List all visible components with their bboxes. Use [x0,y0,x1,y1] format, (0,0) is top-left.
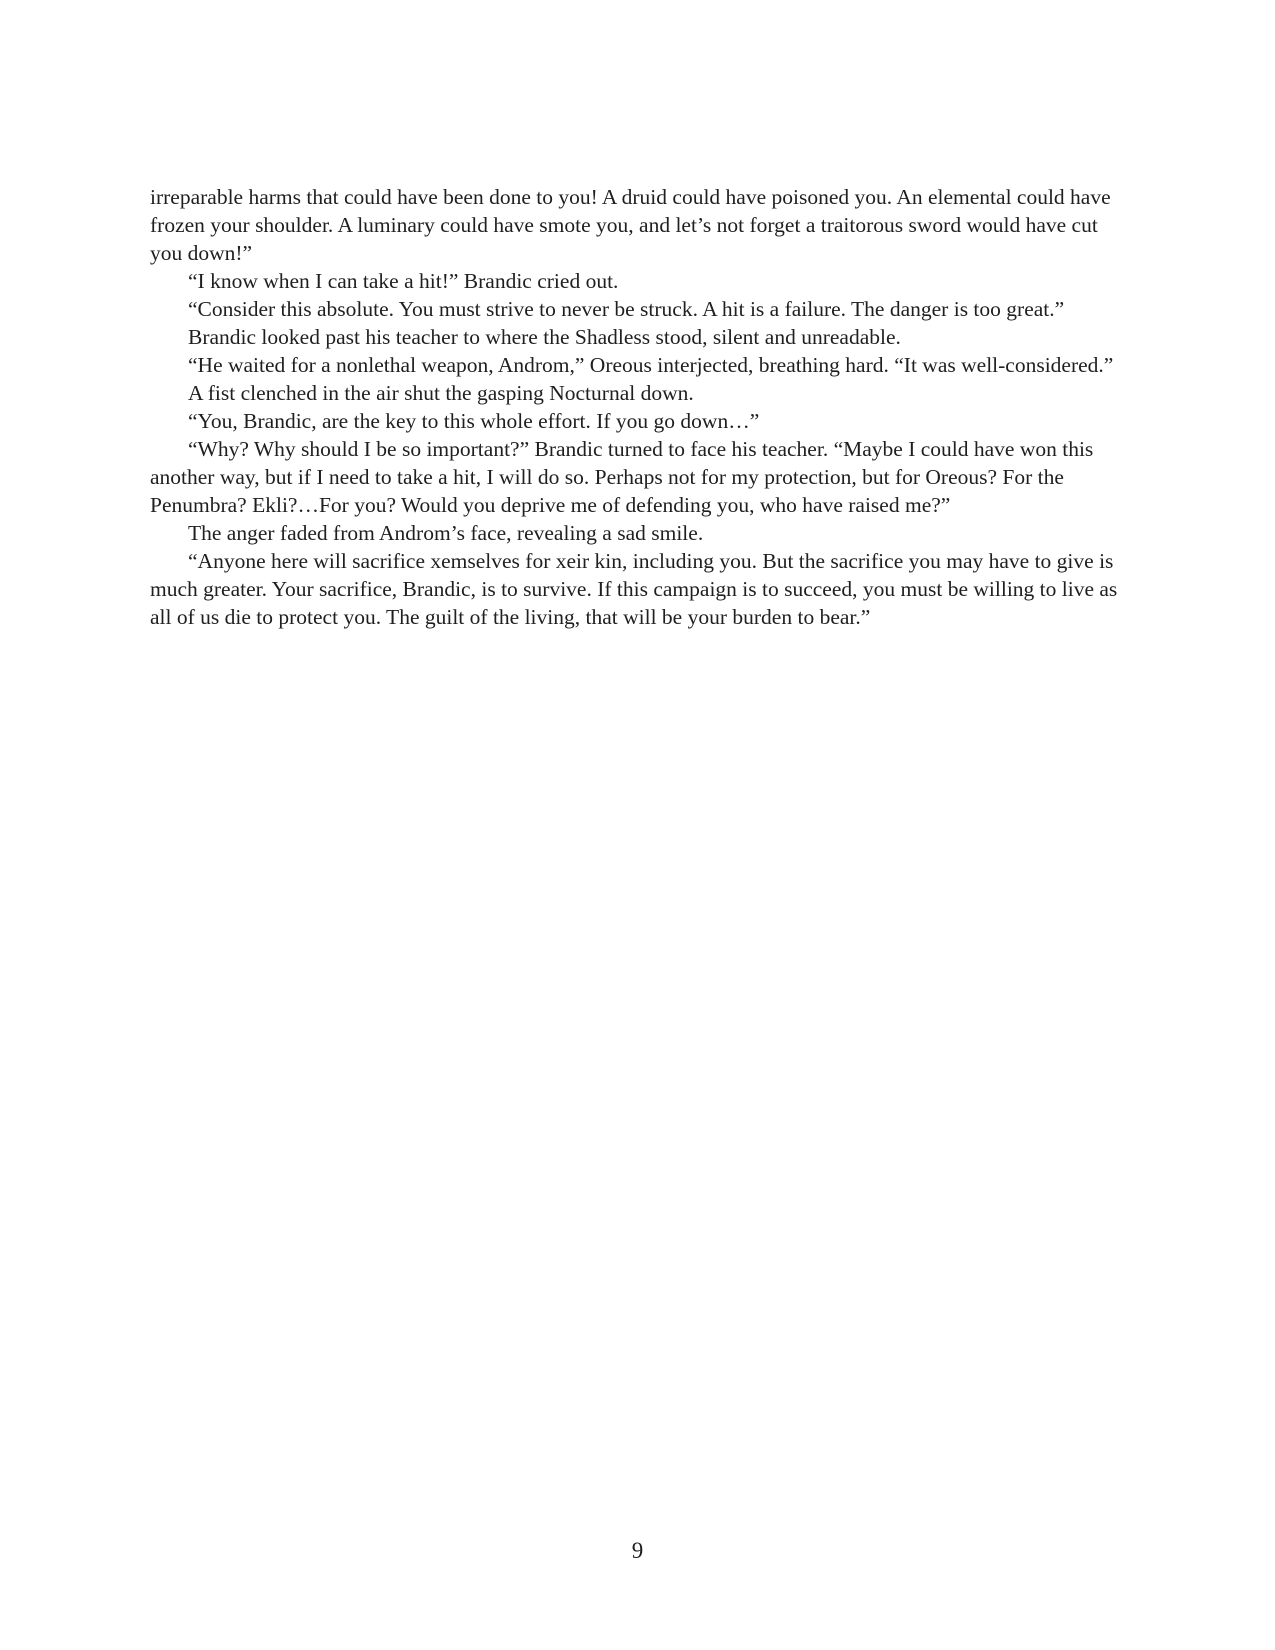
paragraph: “He waited for a nonlethal weapon, Androm,” Oreous interjected, breathing hard. “It was well-considered.” [188,353,1114,377]
paragraph: “Why? Why should I be so important?” Brandic turned to face his teacher. “Maybe I could have won this another way, but if I need to take a hit, I will do so. Perhaps not for my protection, but for Oreous? For the Penumbra? Ekli?…For you? Would you deprive me of defending you, who have raised me?” [150,437,1094,517]
body-text [150,183,1125,631]
paragraph: “I know when I can take a hit!” Brandic cried out. [188,269,619,293]
paragraph: Brandic looked past his teacher to where the Shadless stood, silent and unreadable. [188,325,901,349]
paragraph: “You, Brandic, are the key to this whole effort. If you go down…” [188,409,760,433]
paragraph: The anger faded from Androm’s face, revealing a sad smile. [188,521,704,545]
paragraph: irreparable harms that could have been done to you! A druid could have poisoned you. An elemental could have frozen your shoulder. A luminary could have smote you, and let’s not forget a traitorous sword would have cut you down!” [150,185,1111,265]
page-number: 9 [631,1538,644,1563]
paragraph: “Consider this absolute. You must strive to never be struck. A hit is a failure. The danger is too great.” [188,297,1065,321]
paragraph: “Anyone here will sacrifice xemselves for xeir kin, including you. But the sacrifice you may have to give is much greater. Your sacrifice, Brandic, is to survive. If this campaign is to succeed, you must be willing to live as all of us die to protect you. The guilt of the living, that will be your burden to bear.” [150,549,1118,629]
paragraph: A fist clenched in the air shut the gasping Nocturnal down. [188,381,694,405]
